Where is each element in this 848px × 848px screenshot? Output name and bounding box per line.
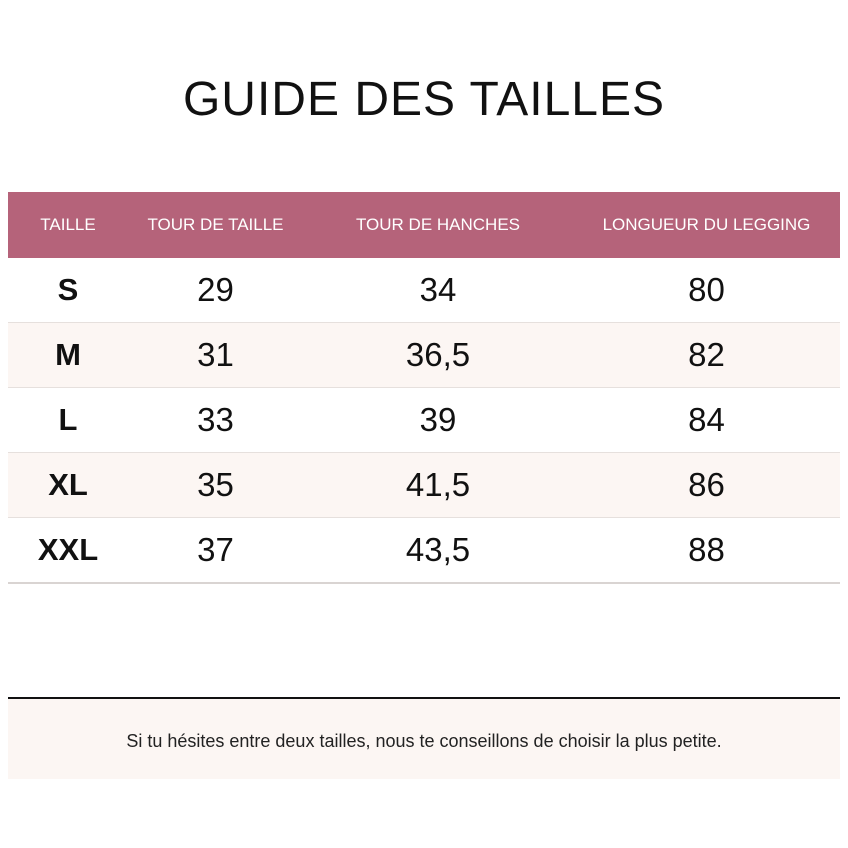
length-value: 80 [688, 271, 725, 308]
size-label: L [58, 402, 78, 437]
table-row [8, 518, 840, 584]
length-value: 86 [688, 466, 725, 503]
waist-value: 31 [197, 336, 234, 373]
table-row [8, 388, 840, 453]
header-tour-de-taille: TOUR DE TAILLE [147, 215, 284, 234]
table-row [8, 453, 840, 518]
table-row [8, 258, 840, 323]
size-table [8, 192, 840, 584]
header-tour-de-hanches: TOUR DE HANCHES [355, 215, 521, 234]
hips-value: 41,5 [405, 466, 471, 503]
waist-value: 33 [197, 401, 234, 438]
hips-value: 43,5 [405, 531, 471, 568]
waist-value: 29 [197, 271, 234, 308]
size-label: S [57, 272, 79, 307]
note-box [8, 699, 840, 779]
size-label: XL [48, 467, 88, 502]
table-header-row [8, 192, 840, 258]
length-value: 88 [688, 531, 725, 568]
length-value: 84 [688, 401, 725, 438]
waist-value: 37 [197, 531, 234, 568]
length-value: 82 [688, 336, 725, 373]
page-title: GUIDE DES TAILLES [182, 73, 666, 126]
header-taille: TAILLE [40, 215, 96, 234]
size-label: XXL [37, 532, 99, 567]
waist-value: 35 [197, 466, 234, 503]
size-label: M [55, 337, 81, 372]
header-longueur-du-legging: LONGUEUR DU LEGGING [602, 215, 811, 234]
hips-value: 34 [419, 271, 457, 308]
hips-value: 39 [419, 401, 457, 438]
hips-value: 36,5 [405, 336, 471, 373]
table-row [8, 323, 840, 388]
note-text: Si tu hésites entre deux tailles, nous te conseillons de choisir la plus petite. [126, 731, 722, 751]
